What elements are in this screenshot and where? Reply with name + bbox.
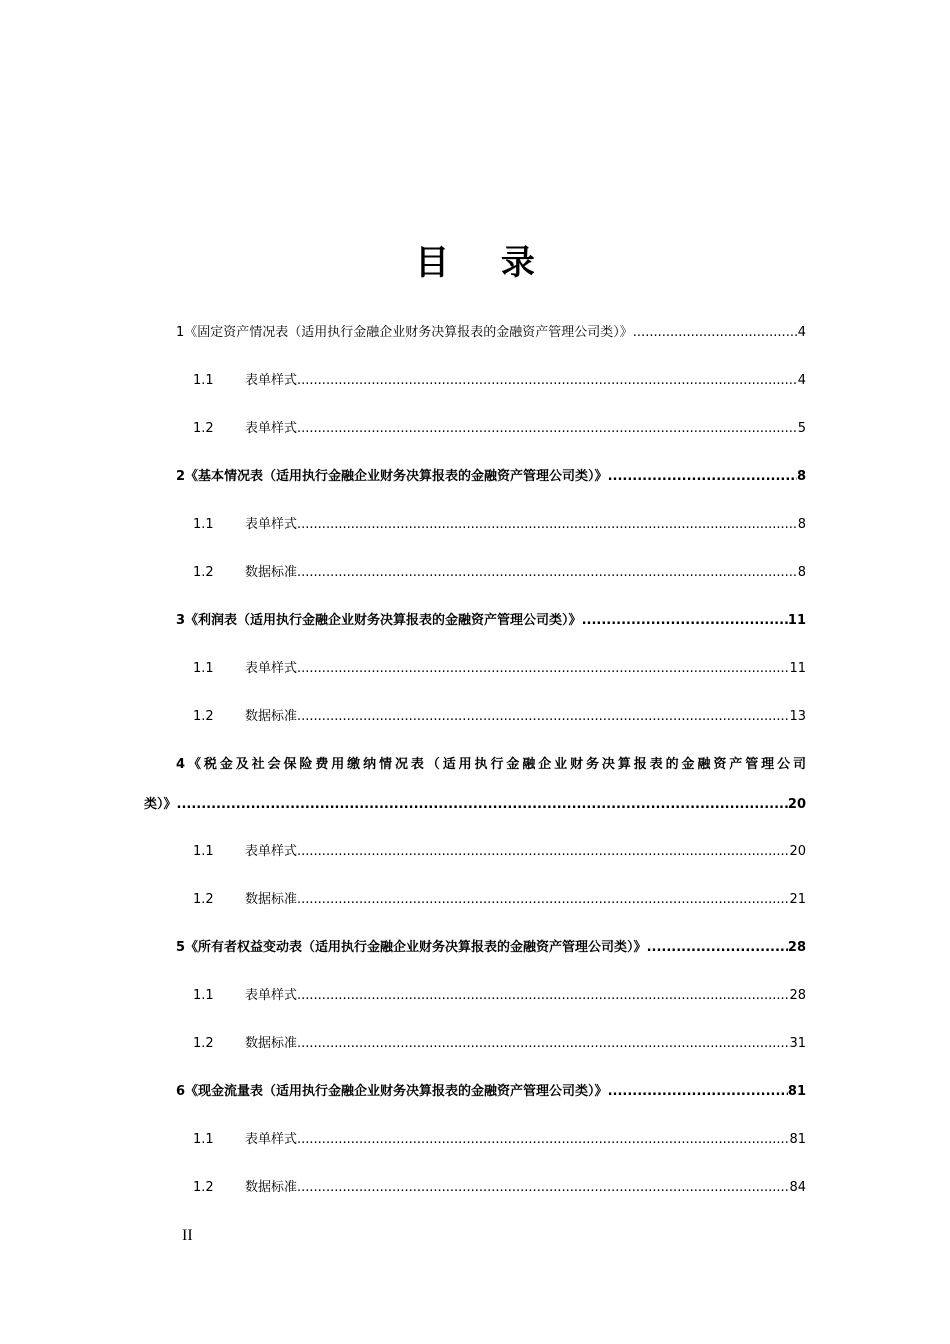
toc-subentry-5-2[interactable] <box>193 1034 806 1054</box>
toc-entry-text-continued: 类）》 <box>144 797 177 812</box>
toc-entry-text: 《利润表（适用执行金融企业财务决算报表的金融资产管理公司类）》 <box>185 613 582 628</box>
toc-entry-text: 表单样式 <box>245 1132 298 1147</box>
toc-subentry-3-1[interactable] <box>193 659 806 679</box>
toc-subentry-4-2[interactable] <box>193 890 806 910</box>
toc-entry-5[interactable] <box>176 938 806 958</box>
toc-entry-number: 2 <box>176 469 186 484</box>
toc-entry-2[interactable] <box>176 467 806 487</box>
toc-page-number: 28 <box>789 988 806 1003</box>
toc-entry-text: 数据标准 <box>245 1180 298 1195</box>
toc-subentry-6-2[interactable] <box>193 1178 806 1198</box>
toc-entry-number: 1.2 <box>193 892 214 907</box>
dot-leader <box>297 515 798 535</box>
toc-subentry-6-1[interactable] <box>193 1130 806 1150</box>
dot-leader <box>297 842 789 862</box>
toc-entry-text: 表单样式 <box>245 421 298 436</box>
toc-title: 目 录 <box>415 243 555 283</box>
toc-page-number: 28 <box>787 940 806 955</box>
toc-entry-number: 1.2 <box>193 709 214 724</box>
toc-entry-text: 《现金流量表（适用执行金融企业财务决算报表的金融资产管理公司类）》 <box>185 1084 608 1099</box>
toc-page-number: 31 <box>789 1036 806 1051</box>
toc-subentry-2-2[interactable] <box>193 563 806 583</box>
toc-entry-text: 《所有者权益变动表（适用执行金融企业财务决算报表的金融资产管理公司类）》 <box>185 940 647 955</box>
toc-page-number: 81 <box>789 1132 806 1147</box>
dot-leader <box>647 938 788 958</box>
toc-page-number: 8 <box>797 565 806 580</box>
toc-entry-number: 1.2 <box>193 1036 214 1051</box>
dot-leader <box>633 323 798 343</box>
toc-entry-number: 5 <box>176 940 186 955</box>
toc-entry-number: 1.2 <box>193 565 214 580</box>
toc-entry-line-1 <box>176 755 806 775</box>
toc-entry-text: 表单样式 <box>245 517 298 532</box>
toc-page-number: 84 <box>789 1180 806 1195</box>
toc-subentry-4-1[interactable] <box>193 842 806 862</box>
toc-entry-text: 《固定资产情况表（适用执行金融企业财务决算报表的金融资产管理公司类）》 <box>184 325 633 340</box>
toc-entry-text: 《基本情况表（适用执行金融企业财务决算报表的金融资产管理公司类）》 <box>185 469 608 484</box>
toc-page-number: 20 <box>789 844 806 859</box>
toc-subentry-3-2[interactable] <box>193 707 806 727</box>
toc-entry-number: 1.1 <box>193 988 214 1003</box>
toc-entry-1[interactable] <box>176 323 806 343</box>
toc-subentry-5-1[interactable] <box>193 986 806 1006</box>
dot-leader <box>608 467 797 487</box>
toc-entry-number: 3 <box>176 613 186 628</box>
toc-entry-number: 6 <box>176 1084 186 1099</box>
toc-entry-text: 数据标准 <box>245 709 298 724</box>
toc-entry-number: 1.2 <box>193 421 214 436</box>
toc-page-number: 11 <box>789 661 806 676</box>
dot-leader <box>582 611 788 631</box>
toc-entry-number: 1.1 <box>193 1132 214 1147</box>
page-footer-number: II <box>182 1227 193 1244</box>
toc-entry-text: 表单样式 <box>245 661 298 676</box>
toc-entry-number: 4 <box>176 757 186 772</box>
toc-page-number: 11 <box>787 613 806 628</box>
toc-entry-text: 数据标准 <box>245 892 298 907</box>
toc-subentry-1-1[interactable] <box>193 371 806 391</box>
toc-entry-line-2 <box>144 795 806 815</box>
dot-leader <box>297 371 798 391</box>
toc-entry-number: 1 <box>176 325 185 340</box>
toc-entry-number: 1.2 <box>193 1180 214 1195</box>
dot-leader <box>297 1034 789 1054</box>
dot-leader <box>297 707 789 727</box>
dot-leader <box>297 563 798 583</box>
toc-page-number: 4 <box>797 373 806 388</box>
toc-subentry-1-2[interactable] <box>193 419 806 439</box>
toc-entry-number: 1.1 <box>193 844 214 859</box>
toc-page-number: 5 <box>797 421 806 436</box>
dot-leader <box>297 1130 789 1150</box>
toc-page-number: 4 <box>797 325 806 340</box>
toc-entry-text: 数据标准 <box>245 565 298 580</box>
dot-leader <box>297 986 789 1006</box>
dot-leader <box>177 795 788 815</box>
toc-entry-number: 1.1 <box>193 661 214 676</box>
toc-entry-text: 《税金及社会保险费用缴纳情况表（适用执行金融企业财务决算报表的金融资产管理公司 <box>185 757 806 772</box>
toc-entry-3[interactable] <box>176 611 806 631</box>
toc-entry-number: 1.1 <box>193 517 214 532</box>
dot-leader <box>297 419 798 439</box>
toc-page-number: 81 <box>787 1084 806 1099</box>
toc-page-number: 20 <box>787 797 806 812</box>
toc-subentry-2-1[interactable] <box>193 515 806 535</box>
dot-leader <box>297 659 789 679</box>
toc-entry-text: 表单样式 <box>245 844 298 859</box>
toc-page-number: 21 <box>789 892 806 907</box>
toc-entry-text: 表单样式 <box>245 988 298 1003</box>
toc-page-number: 8 <box>796 469 806 484</box>
toc-entry-text: 数据标准 <box>245 1036 298 1051</box>
dot-leader <box>297 890 789 910</box>
toc-page-number: 13 <box>789 709 806 724</box>
toc-entry-text: 表单样式 <box>245 373 298 388</box>
toc-entry-6[interactable] <box>176 1082 806 1102</box>
toc-page-number: 8 <box>797 517 806 532</box>
toc-entry-number: 1.1 <box>193 373 214 388</box>
dot-leader <box>297 1178 789 1198</box>
dot-leader <box>608 1082 788 1102</box>
